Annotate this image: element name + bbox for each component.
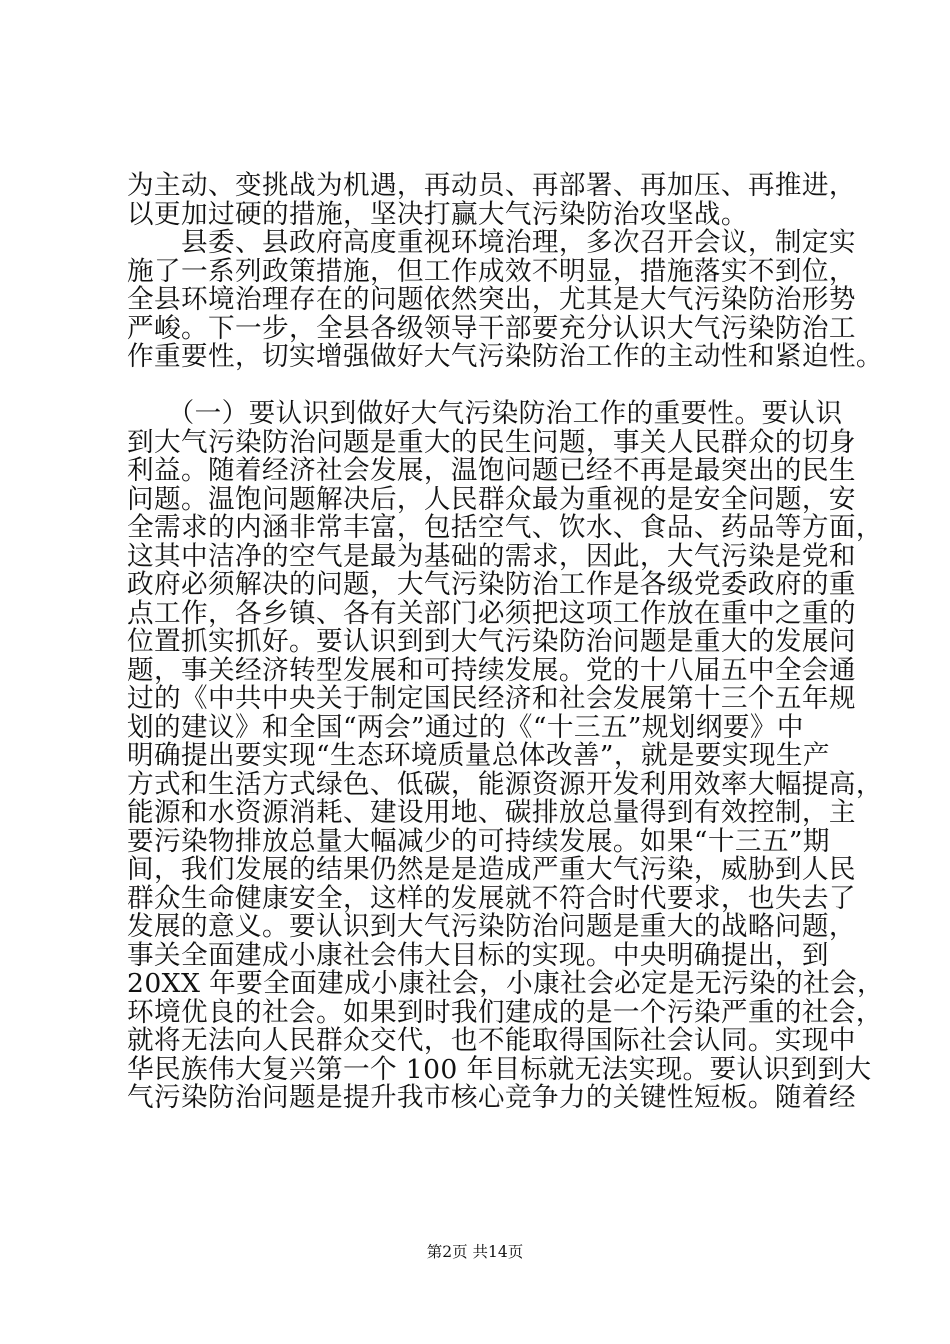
text-line: 发展的意义。要认识到大气污染防治问题是重大的战略问题， bbox=[127, 911, 856, 942]
text-line: 间，我们发展的结果仍然是是造成严重大气污染，威胁到人民 bbox=[127, 854, 856, 885]
text-line: 县委、县政府高度重视环境治理，多次召开会议，制定实 bbox=[127, 227, 856, 258]
text-line: 为主动、变挑战为机遇，再动员、再部署、再加压、再推进， bbox=[127, 170, 856, 201]
text-line: 题，事关经济转型发展和可持续发展。党的十八届五中全会通 bbox=[127, 654, 856, 686]
text-line: 到大气污染防治问题是重大的民生问题，事关人民群众的切身 bbox=[127, 426, 856, 458]
text-line: 全需求的内涵非常丰富，包括空气、饮水、食品、药品等方面， bbox=[127, 512, 883, 543]
text-line: 气污染防治问题是提升我市核心竞争力的关键性短板。随着经 bbox=[127, 1082, 856, 1113]
text-line: 20XX 年要全面建成小康社会，小康社会必定是无污染的社会， bbox=[127, 968, 884, 999]
text-line: 要污染物排放总量大幅减少的可持续发展。如果“十三五”期 bbox=[127, 825, 830, 857]
text-line: 事关全面建成小康社会伟大目标的实现。中央明确提出，到 bbox=[127, 939, 829, 971]
document-body bbox=[127, 170, 884, 1113]
text-line: 利益。随着经济社会发展，温饱问题已经不再是最突出的民生 bbox=[127, 455, 856, 486]
text-line: 以更加过硬的措施，坚决打赢大气污染防治攻坚战。 bbox=[127, 198, 748, 230]
text-line: 方式和生活方式绿色、低碳，能源资源开发利用效率大幅提高， bbox=[127, 768, 883, 800]
text-line: 政府必须解决的问题，大气污染防治工作是各级党委政府的重 bbox=[127, 569, 856, 600]
text-line: 明确提出要实现“生态环境质量总体改善”，就是要实现生产 bbox=[127, 740, 830, 771]
paragraph-gap bbox=[127, 372, 839, 401]
text-line: 能源和水资源消耗、建设用地、碳排放总量得到有效控制，主 bbox=[127, 797, 856, 828]
text-line: 位置抓实抓好。要认识到到大气污染防治问题是重大的发展问 bbox=[127, 626, 856, 657]
text-line: 过的《中共中央关于制定国民经济和社会发展第十三个五年规 bbox=[127, 683, 856, 714]
text-line: 点工作，各乡镇、各有关部门必须把这项工作放在重中之重的 bbox=[127, 597, 856, 629]
text-line: 群众生命健康安全，这样的发展就不符合时代要求，也失去了 bbox=[127, 882, 856, 914]
text-line: 这其中洁净的空气是最为基础的需求，因此，大气污染是党和 bbox=[127, 540, 856, 572]
text-line: 就将无法向人民群众交代，也不能取得国际社会认同。实现中 bbox=[127, 1025, 856, 1056]
text-line: 全县环境治理存在的问题依然突出，尤其是大气污染防治形势 bbox=[127, 284, 856, 315]
text-line: 问题。温饱问题解决后，人民群众最为重视的是安全问题，安 bbox=[127, 483, 856, 515]
text-line: 施了一系列政策措施，但工作成效不明显，措施落实不到位， bbox=[127, 255, 856, 287]
text-line: 作重要性，切实增强做好大气污染防治工作的主动性和紧迫性。 bbox=[127, 341, 883, 372]
text-line: （一）要认识到做好大气污染防治工作的重要性。要认识 bbox=[127, 398, 843, 429]
text-line: 环境优良的社会。如果到时我们建成的是一个污染严重的社会， bbox=[127, 996, 883, 1028]
text-line: 华民族伟大复兴第一个 100 年目标就无法实现。要认识到到大 bbox=[127, 1053, 872, 1085]
page-footer: 第2页 共14页 bbox=[426, 1243, 524, 1261]
text-line: 划的建议》和全国“两会”通过的《“十三五”规划纲要》中 bbox=[127, 711, 804, 743]
text-line: 严峻。下一步，全县各级领导干部要充分认识大气污染防治工 bbox=[127, 312, 856, 344]
